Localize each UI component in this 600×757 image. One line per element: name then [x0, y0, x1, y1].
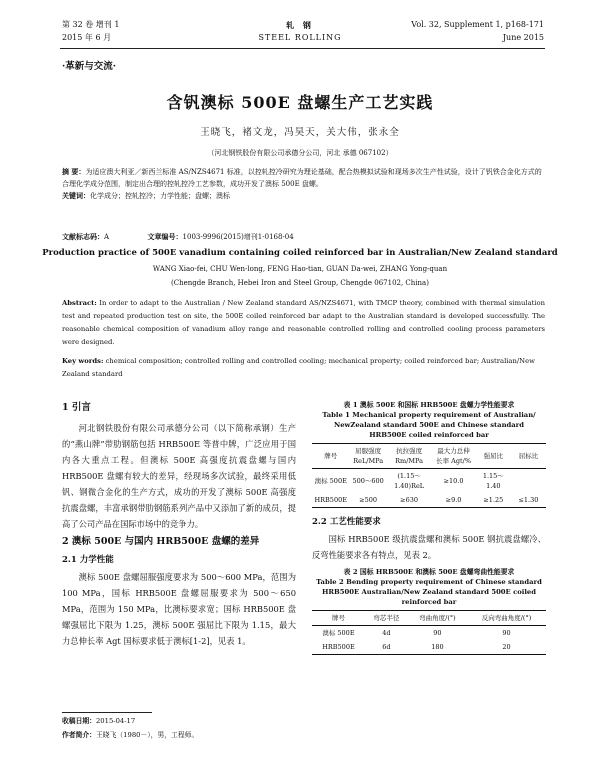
abstract-cn-text: 为适应澳大利亚／新西兰标准 AS/NZS4671 标准，以控轧控冷研究为理论基础，配合热模拟试验和现场多次生产性试验，设计了钒铁合金化方式的合理化学成分范围，制定出合理的控轧控冷工艺参数，成功开发了澳标 500E 盘螺。	[62, 168, 542, 188]
table-2-header-cell: 反向弯曲角度/(°)	[467, 611, 546, 626]
affiliation-cn: （河北钢铁股份有限公司承德分公司，河北 承德 067102）	[207, 149, 393, 157]
table-row	[312, 493, 546, 508]
table-cell: 澳标 500E	[322, 629, 355, 637]
section-tag: ·革新与交流·	[62, 61, 117, 72]
section-2-2-paragraph: 国标 HRB500E 级抗震盘螺和澳标 500E 钢抗震盘螺冷、反弯性能要求各有特点，见表 2。	[312, 534, 546, 560]
keywords-cn	[62, 190, 545, 202]
table-2-caption-en-1: Table 2 Bending property requirement of Chinese standard	[316, 578, 542, 586]
journal-volume: 第 32 卷 增刊 1	[62, 20, 120, 29]
table-row	[312, 626, 546, 641]
table-2-header-cell: 牌号	[312, 611, 365, 626]
english-abstract	[62, 297, 545, 349]
table-cell: HRB500E	[312, 640, 365, 655]
section-1-heading: 1 引言	[62, 402, 91, 413]
table-2-caption-cn: 表 2 国标 HRB500E 和澳标 500E 盘螺弯曲性能要求	[343, 568, 515, 576]
english-abstract-label: Abstract:	[62, 299, 97, 307]
journal-date: 2015 年 6 月	[62, 33, 112, 42]
table-cell: 90	[433, 629, 442, 637]
table-row	[312, 469, 546, 494]
table-cell: ≤1.30	[511, 493, 546, 508]
journal-volume-en: Vol. 32, Supplement 1, p168-171	[411, 20, 544, 29]
table-1-header-cell: 屈服强度 ReL/MPa	[349, 444, 386, 469]
table-cell: 90	[502, 629, 511, 637]
section-1-paragraph: 河北钢铁股份有限公司承德分公司（以下简称承钢）生产的“燕山牌”带肋钢筋包括 HRB500E 等普中牌，广泛应用于国内各大重点工程。但澳标 500E 高强度抗震盘螺与国内 HRB500E 盘螺有较大的差异，经现场多次试验，最终采用低钒、钢微合金化的生产方式，成功的开发了澳标 500E 高强度抗震盘螺，丰富承钢带肋钢筋系列产品中又添加了新的成员，提高了公司产品在国际市场中的竞争力。	[62, 423, 296, 529]
received-date-value: 2015-04-17	[95, 717, 136, 725]
table-cell: 4d	[382, 629, 391, 637]
table-2	[312, 610, 546, 655]
table-1-header-row	[312, 444, 546, 469]
author-bio-value: 王晓飞（1980－），男，工程师。	[95, 731, 199, 739]
journal-name-en: STEEL ROLLING	[258, 33, 342, 42]
section-2-2-heading: 2.2 工艺性能要求	[312, 517, 381, 527]
journal-date-en: June 2015	[502, 33, 544, 42]
article-id-value: 1003-9996(2015)增刊1-0168-04	[182, 233, 294, 241]
english-title: Production practice of 500E vanadium containing coiled reinforced bar in Australian/New Zealand standard	[42, 248, 558, 258]
abstract-cn-label: 摘 要：	[62, 167, 86, 176]
table-1-caption-en-2: NewZealand standard 500E and Chinese standard	[333, 421, 524, 429]
left-column	[62, 402, 296, 653]
table-cell: ≥10.0	[443, 477, 464, 485]
received-date	[62, 716, 135, 727]
table-1-header-cell: 牌号	[312, 444, 349, 469]
section-2-heading: 2 澳标 500E 与国内 HRB500E 盘螺的差异	[62, 536, 260, 547]
english-affiliation: (Chengde Branch, Hebei Iron and Steel Group, Chengde 067102, China)	[171, 279, 429, 287]
clc-value: A	[104, 233, 110, 241]
clc-label: 文献标志码：	[62, 232, 104, 241]
section-2-1-paragraph: 澳标 500E 盘螺屈服强度要求为 500～600 MPa，范围为 100 MPa，国标 HRB500E 盘螺屈服要求为 500～650 MPa，范围为 150 MPa，比澳标要求宽；国标 HRB500E 盘螺强屈比下限为 1.25，澳标 500E 强屈比下限为 1.15，最大力总伸长率 Agt 国标要求低于澳标[1-2]，见表 1。	[62, 572, 296, 646]
table-cell: 6d	[365, 640, 408, 655]
received-date-label: 收稿日期：	[62, 717, 96, 725]
section-2-1-heading: 2.1 力学性能	[62, 555, 114, 565]
table-1-header-cell: 最大力总伸 长率 Agt/%	[431, 444, 475, 469]
table-1	[312, 443, 546, 508]
table-2-header-cell: 弯曲角度/(°)	[408, 611, 467, 626]
table-cell: 澳标 500E	[314, 477, 347, 485]
keywords-cn-label: 关键词：	[62, 191, 90, 200]
table-2-caption-en-3: reinforced bar	[401, 598, 457, 606]
table-cell: ≥9.0	[431, 493, 475, 508]
english-keywords-text: chemical composition; controlled rolling and controlled cooling; mechanical property; coiled reinforced bar; Australian/New Zealand standard	[62, 357, 535, 378]
english-authors: WANG Xiao-fei, CHU Wen-long, FENG Hao-tian, GUAN Da-wei, ZHANG Yong-quan	[152, 265, 448, 273]
table-1-caption-cn: 表 1 澳标 500E 和国标 HRB500E 盘螺力学性能要求	[343, 401, 515, 409]
table-1-header-cell: 屈标比	[511, 444, 546, 469]
journal-name-cn: 轧 钢	[286, 20, 314, 30]
table-cell: 1.15～ 1.40	[482, 472, 504, 490]
paper-title: 含钒澳标 500E 盘螺生产工艺实践	[166, 93, 434, 112]
header-rule	[60, 48, 545, 49]
keywords-cn-text: 化学成分；控轧控冷；力学性能；盘螺；澳标	[90, 192, 230, 200]
table-cell: ≥1.25	[476, 493, 511, 508]
footnote-rule	[62, 712, 152, 713]
table-cell: HRB500E	[312, 493, 349, 508]
table-2-header-row	[312, 611, 546, 626]
author-bio-label: 作者简介：	[62, 731, 96, 739]
authors-cn: 王晓飞，褚文龙，冯昊天，关大伟，张永全	[200, 127, 400, 138]
table-2-header-cell: 弯芯半径	[365, 611, 408, 626]
table-cell	[511, 469, 546, 494]
abstract-cn-block	[62, 166, 545, 202]
english-keywords-label: Key words:	[62, 357, 104, 365]
english-abstract-text: In order to adapt to the Australian / New Zealand standard AS/NZS4671, with TMCP theory, combined with thermal simulation test and repeated production test on site, the 500E coiled reinforced bar adapt to the Australian standard is developed successfully. The reasonable chemical composition of vanadium alloy range and reasonable controlled rolling and controlled cooling process parameters were designed.	[62, 299, 545, 346]
table-1-header-cell: 抗拉强度 Rm/MPa	[387, 444, 431, 469]
table-cell: ≥500	[349, 493, 386, 508]
article-id-label: 文章编号：	[147, 232, 183, 241]
article-meta	[62, 232, 294, 242]
table-1-caption-en-1: Table 1 Mechanical property requirement of Australian/	[322, 411, 536, 419]
author-bio	[62, 730, 198, 741]
table-cell: 180	[408, 640, 467, 655]
right-column	[312, 400, 546, 655]
table-cell: (1.15～ 1.40)ReL	[394, 472, 425, 490]
table-1-caption-en-3: HRB500E coiled reinforced bar	[369, 431, 489, 439]
table-cell: 500～600	[352, 477, 384, 485]
table-2-caption-en-2: HRB500E Australian/New Zealand standard 500E coiled	[321, 588, 536, 596]
table-row	[312, 640, 546, 655]
english-keywords	[62, 355, 545, 381]
table-cell: 20	[467, 640, 546, 655]
table-cell: ≥630	[387, 493, 431, 508]
abstract-cn	[62, 166, 545, 190]
table-1-header-cell: 强屈比	[476, 444, 511, 469]
